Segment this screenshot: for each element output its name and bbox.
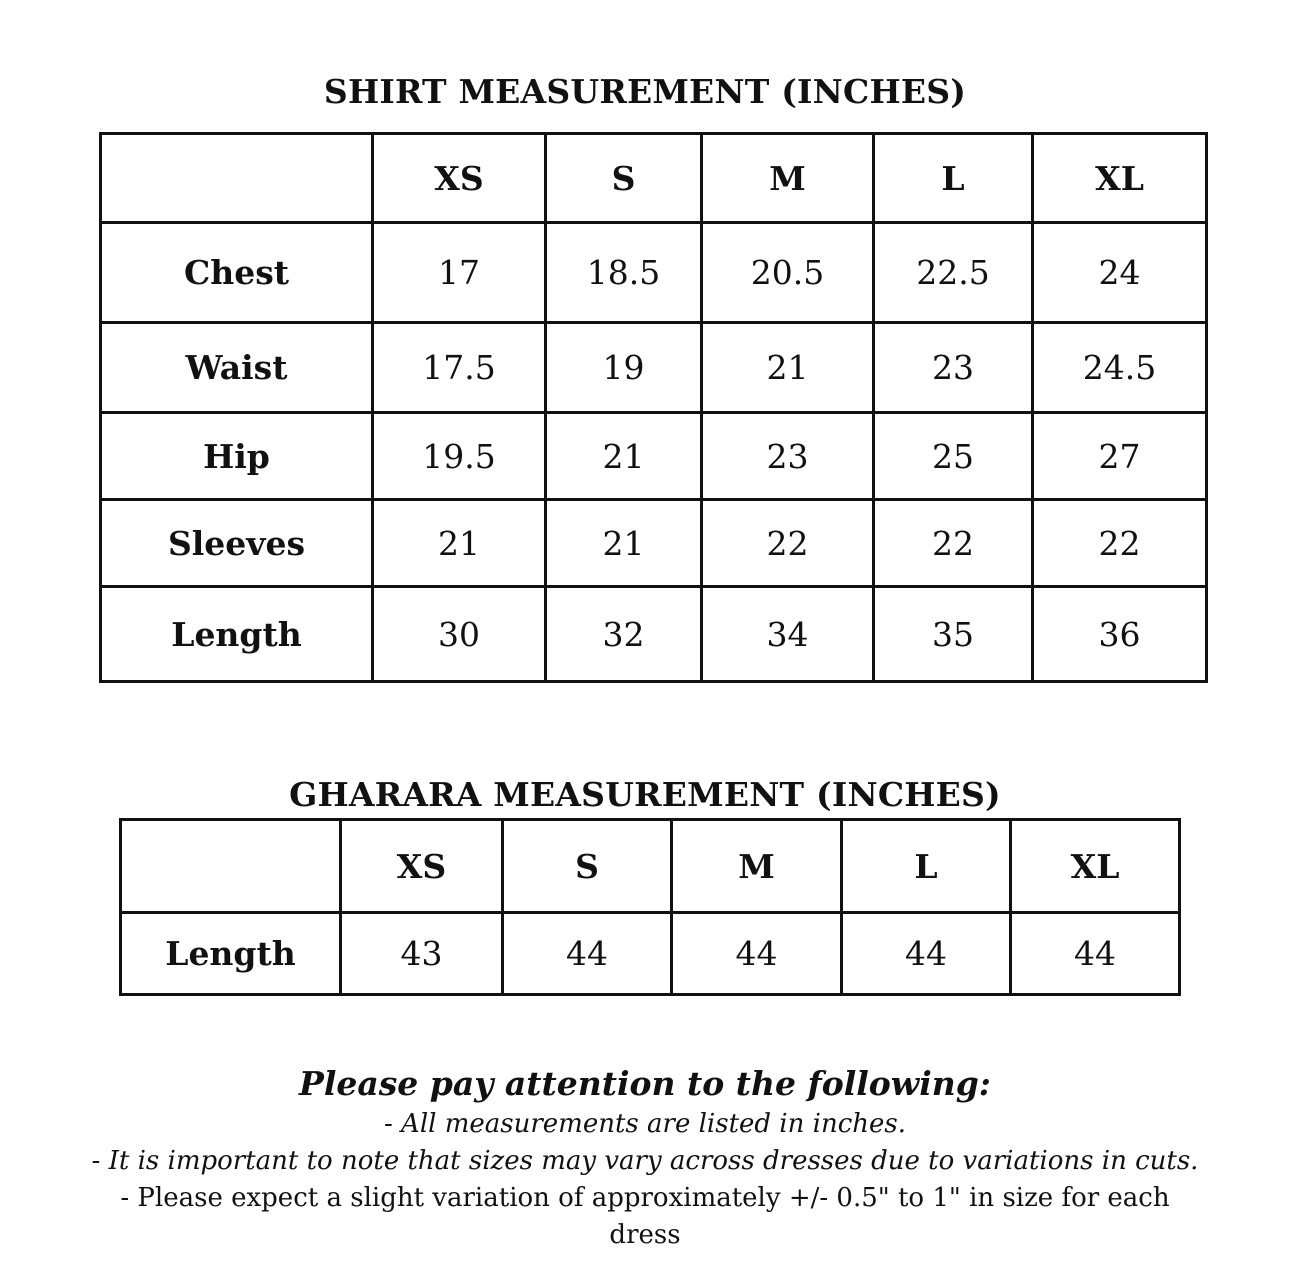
table-cell: 21	[546, 413, 702, 500]
table-header-row	[121, 820, 1180, 913]
size-header-m: M	[672, 820, 842, 913]
table-cell: 19.5	[373, 413, 546, 500]
corner-cell	[121, 820, 341, 913]
table-cell: 21	[546, 500, 702, 587]
table-cell: 44	[842, 913, 1011, 995]
table-cell: 22	[1033, 500, 1207, 587]
notes-section	[0, 1062, 1290, 1254]
table-row	[101, 500, 1207, 587]
table-cell: 24.5	[1033, 323, 1207, 413]
notes-heading: Please pay attention to the following:	[299, 1064, 991, 1103]
table-row	[101, 223, 1207, 323]
table-cell: 30	[373, 587, 546, 682]
table-cell: 35	[874, 587, 1033, 682]
row-label-sleeves: Sleeves	[101, 500, 373, 587]
table-cell: 17	[373, 223, 546, 323]
table-cell: 22	[702, 500, 874, 587]
row-label-waist: Waist	[101, 323, 373, 413]
row-label-length: Length	[101, 587, 373, 682]
table-cell: 23	[702, 413, 874, 500]
gharara-measurement-table	[119, 818, 1181, 996]
gharara-table-title: GHARARA MEASUREMENT (INCHES)	[289, 775, 1001, 814]
shirt-table-title: SHIRT MEASUREMENT (INCHES)	[323, 72, 967, 111]
size-header-l: L	[842, 820, 1011, 913]
table-cell: 20.5	[702, 223, 874, 323]
table-cell: 27	[1033, 413, 1207, 500]
table-cell: 21	[702, 323, 874, 413]
size-header-xl: XL	[1011, 820, 1180, 913]
note-line: - It is important to note that sizes may vary across dresses due to variations in cuts.	[91, 1146, 1199, 1176]
table-cell: 18.5	[546, 223, 702, 323]
size-header-xs: XS	[341, 820, 503, 913]
table-row	[101, 413, 1207, 500]
table-cell: 19	[546, 323, 702, 413]
table-cell: 44	[672, 913, 842, 995]
row-label-hip: Hip	[101, 413, 373, 500]
table-cell: 22.5	[874, 223, 1033, 323]
note-line: - All measurements are listed in inches.	[384, 1109, 906, 1139]
table-cell: 23	[874, 323, 1033, 413]
row-label-chest: Chest	[101, 223, 373, 323]
table-cell: 44	[1011, 913, 1180, 995]
row-label-length: Length	[121, 913, 341, 995]
corner-cell	[101, 134, 373, 223]
note-line: - Please expect a slight variation of approximately +/- 0.5" to 1" in size for each dress	[120, 1183, 1170, 1250]
size-header-xl: XL	[1033, 134, 1207, 223]
table-row	[121, 913, 1180, 995]
table-cell: 44	[503, 913, 672, 995]
table-cell: 34	[702, 587, 874, 682]
table-cell: 43	[341, 913, 503, 995]
size-header-l: L	[874, 134, 1033, 223]
size-header-s: S	[503, 820, 672, 913]
table-cell: 21	[373, 500, 546, 587]
table-cell: 36	[1033, 587, 1207, 682]
size-header-xs: XS	[373, 134, 546, 223]
table-cell: 24	[1033, 223, 1207, 323]
table-cell: 25	[874, 413, 1033, 500]
shirt-measurement-table	[99, 132, 1208, 683]
table-cell: 17.5	[373, 323, 546, 413]
size-header-s: S	[546, 134, 702, 223]
size-header-m: M	[702, 134, 874, 223]
table-cell: 32	[546, 587, 702, 682]
table-header-row	[101, 134, 1207, 223]
table-cell: 22	[874, 500, 1033, 587]
table-row	[101, 587, 1207, 682]
table-row	[101, 323, 1207, 413]
